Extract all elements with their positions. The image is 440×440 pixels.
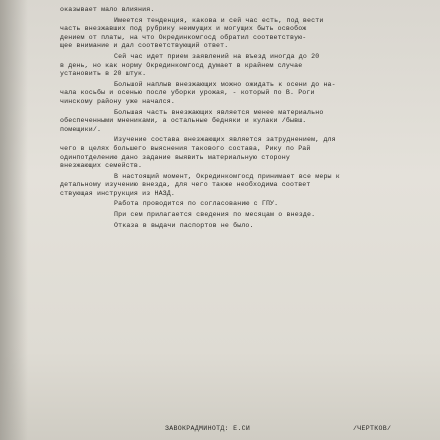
text-line: Имеется тенденция, какова и сей час есть, под вести (114, 16, 324, 24)
text-line: в день, но как норму Окрединкомгосд думает в крайнем случае (60, 61, 303, 69)
text-line: Большой наплыв внезжающих можно ожидать к осени до на- (114, 80, 336, 88)
paragraph (60, 109, 428, 135)
paragraph (60, 17, 428, 51)
paragraph (60, 222, 428, 231)
text-line: Большая часть внезжающих является менее материально (114, 108, 324, 116)
signature-name: /ЧЕРТКОВ/ (353, 425, 392, 432)
text-line: дением от платы, на что Окрединкомгосд обратил соответствую- (60, 33, 307, 41)
paragraph (60, 200, 428, 209)
text-line: оказывает мало влияния. (60, 6, 155, 13)
paragraph (60, 136, 428, 170)
text-line: установить в 20 штук. (60, 70, 147, 78)
text-line: щее внимание и дал соответствующий ответ. (60, 42, 229, 50)
text-line: Сей час идет прием заявлений на въезд иногда до 20 (114, 52, 320, 60)
paragraph (60, 6, 428, 15)
text-line: одинпотделению дано задание выявить материальную сторону (60, 153, 290, 161)
text-line: Изучение состава внезжающих является затруднением, для (114, 136, 336, 144)
paragraph (60, 81, 428, 107)
text-line: помещики/. (60, 125, 102, 133)
document-body (60, 6, 428, 232)
text-line: детальному изучению внезда, для чего также необходима соответ (60, 181, 311, 189)
text-line: В настоящий момент, Окрединкомгосд принимает все меры к (114, 172, 340, 180)
signature-title: ЗАВОКРАДМИНОТД: Е.СИ (165, 425, 251, 432)
text-line: обеспеченными мнениками, а остальные бедняки и кулаки /бывш. (60, 117, 307, 125)
page-edge-shadow (0, 0, 28, 440)
text-line: чала косьбы и осенью после уборки урожая, - который по В. Роги (60, 89, 315, 97)
paragraph (60, 211, 428, 220)
paragraph (60, 173, 428, 199)
text-line: часть внезжавших под рубрику неимущих и могущих быть освобож (60, 25, 307, 33)
text-line: внезжающих семейств. (60, 162, 143, 170)
paragraph (60, 53, 428, 79)
text-line: ствующая инструкция из НАЗД. (60, 189, 175, 197)
text-line: Работа проводится по согласованию с ГПУ. (114, 200, 279, 208)
text-line: чего в целях большего выяснения такового состава, Рику по Рай (60, 144, 311, 152)
text-line: Отказа в выдачи паспортов не было. (114, 221, 254, 229)
text-line: чинскому району уже начался. (60, 97, 175, 105)
text-line: При сем прилагается сведения по месяцам о внезде. (114, 211, 316, 219)
